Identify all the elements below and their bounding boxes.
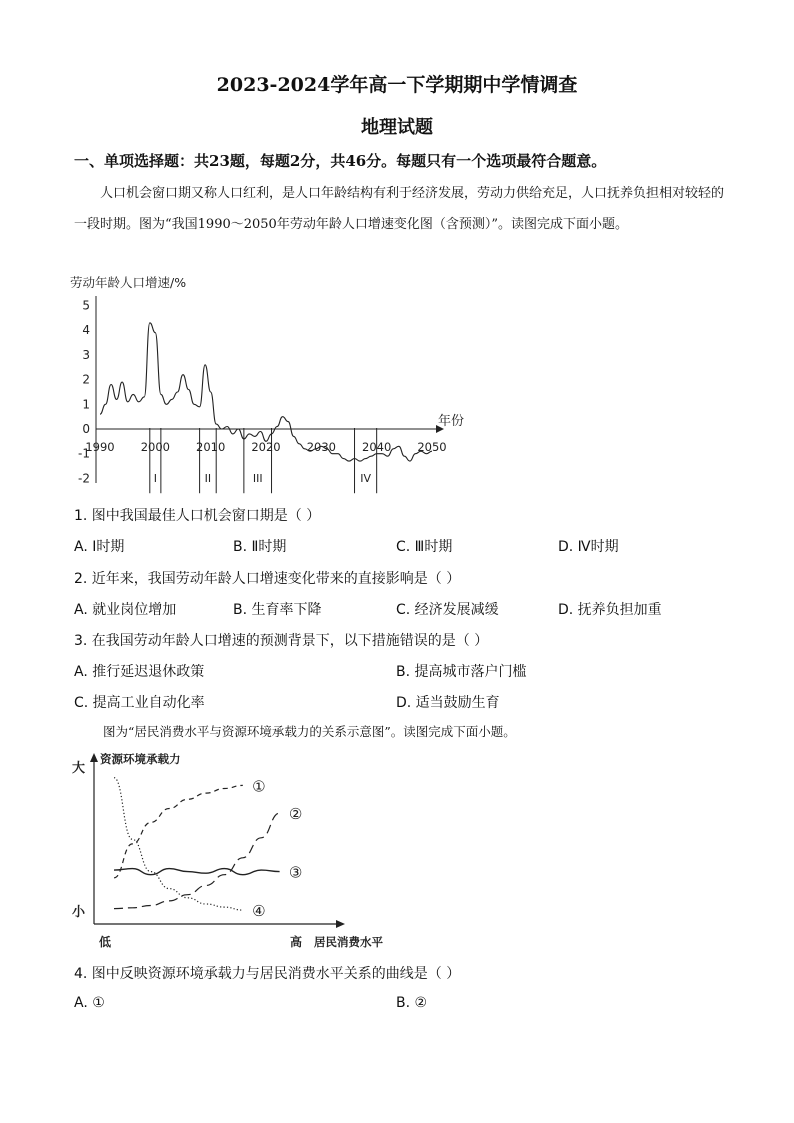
chart1-ylabel: 劳动年龄人口增速/%: [70, 275, 187, 290]
chart1-ytick-label: -1: [78, 446, 90, 461]
chart1-period-label: I: [153, 472, 157, 486]
chart1-xtick-label: 2020: [251, 440, 281, 454]
chart2-y-low: 小: [72, 905, 86, 920]
chart1-xtick-label: 2040: [362, 440, 392, 454]
chart1-ytick-label: 0: [82, 422, 90, 436]
chart1-period-label: IV: [360, 472, 371, 486]
chart2-curve-4: [114, 778, 243, 910]
q3-option-b[interactable]: B. 提高城市落户门槛: [396, 664, 527, 680]
chart2-y-high: 大: [72, 761, 86, 776]
question-2-stem: 2. 近年来，我国劳动年龄人口增速变化带来的直接影响是（ ）: [74, 571, 461, 587]
question-4-stem: 4. 图中反映资源环境承载力与居民消费水平关系的曲线是（ ）: [74, 966, 461, 982]
q4-option-a[interactable]: A. ①: [74, 995, 105, 1011]
chart1-xtick-label: 2050: [417, 440, 447, 454]
q2-option-b[interactable]: B. 生育率下降: [233, 602, 322, 618]
question-3-stem: 3. 在我国劳动年龄人口增速的预测背景下，以下措施错误的是（ ）: [74, 633, 489, 649]
chart1-ytick-label: -2: [78, 471, 90, 486]
exam-title: 2023-2024学年高一下学期期中学情调查: [216, 74, 578, 96]
chart1-xtick-label: 2030: [306, 440, 336, 454]
section2-intro: 图为“居民消费水平与资源环境承载力的关系示意图”。读图完成下面小题。: [103, 724, 516, 739]
chart1-xtick-label: 1990: [85, 440, 115, 454]
q1-option-c[interactable]: C. Ⅲ时期: [396, 539, 453, 555]
passage-text: 人口机会窗口期又称人口红利，是人口年龄结构有利于经济发展，劳动力供给充足，人口抚养负担相对较轻的一段时期。图为“我国1990～2050年劳动年龄人口增速变化图（含预测）”。读图完成下面小题。: [74, 186, 725, 232]
chart1-ytick-label: 1: [82, 397, 90, 412]
question-1-stem: 1. 图中我国最佳人口机会窗口期是（ ）: [74, 508, 321, 524]
labor-population-growth-chart: [60, 268, 480, 498]
chart1-period-label: III: [252, 472, 263, 486]
chart2-y-arrow: [90, 753, 98, 762]
q3-option-d[interactable]: D. 适当鼓励生育: [396, 695, 500, 711]
chart1-ytick-label: 4: [82, 323, 90, 338]
chart2-x-low: 低: [99, 935, 112, 949]
chart2-curve-label: ①: [252, 777, 266, 796]
chart2-curve-1: [114, 785, 243, 877]
q1-option-a[interactable]: A. Ⅰ时期: [74, 539, 125, 555]
consumption-carrying-capacity-chart: [66, 748, 406, 958]
chart2-curve-label: ②: [288, 805, 303, 824]
chart2-xlabel: 居民消费水平: [314, 935, 383, 949]
chart2-x-arrow: [336, 920, 345, 928]
chart1-ytick-label: 2: [82, 372, 90, 387]
chart1-period-label: II: [204, 472, 212, 486]
chart1-xtick-label: 2000: [140, 440, 170, 454]
q2-option-d[interactable]: D. 抚养负担加重: [558, 602, 662, 618]
chart1-xlabel: 年份: [438, 414, 465, 429]
chart2-x-high: 高: [290, 935, 303, 949]
chart2-curve-3: [114, 869, 280, 875]
exam-subtitle: 地理试题: [361, 117, 433, 138]
chart1-xtick-label: 2010: [196, 440, 226, 454]
chart2-curve-label: ③: [288, 863, 303, 882]
q2-option-a[interactable]: A. 就业岗位增加: [74, 602, 177, 618]
q1-option-d[interactable]: D. Ⅳ时期: [558, 539, 619, 555]
chart1-ytick-label: 3: [82, 347, 90, 362]
q3-option-c[interactable]: C. 提高工业自动化率: [74, 695, 205, 711]
section-heading: 一、单项选择题：共23题，每题2分，共46分。每题只有一个选项最符合题意。: [74, 152, 607, 170]
q4-option-b[interactable]: B. ②: [396, 995, 428, 1011]
chart2-curve-label: ④: [252, 902, 266, 921]
q1-option-b[interactable]: B. Ⅱ时期: [233, 539, 287, 555]
q3-option-a[interactable]: A. 推行延迟退休政策: [74, 664, 205, 680]
chart2-curve-2: [114, 813, 280, 909]
chart2-ylabel: 资源环境承载力: [100, 752, 181, 766]
chart1-ytick-label: 5: [82, 298, 90, 313]
q2-option-c[interactable]: C. 经济发展减缓: [396, 602, 499, 618]
